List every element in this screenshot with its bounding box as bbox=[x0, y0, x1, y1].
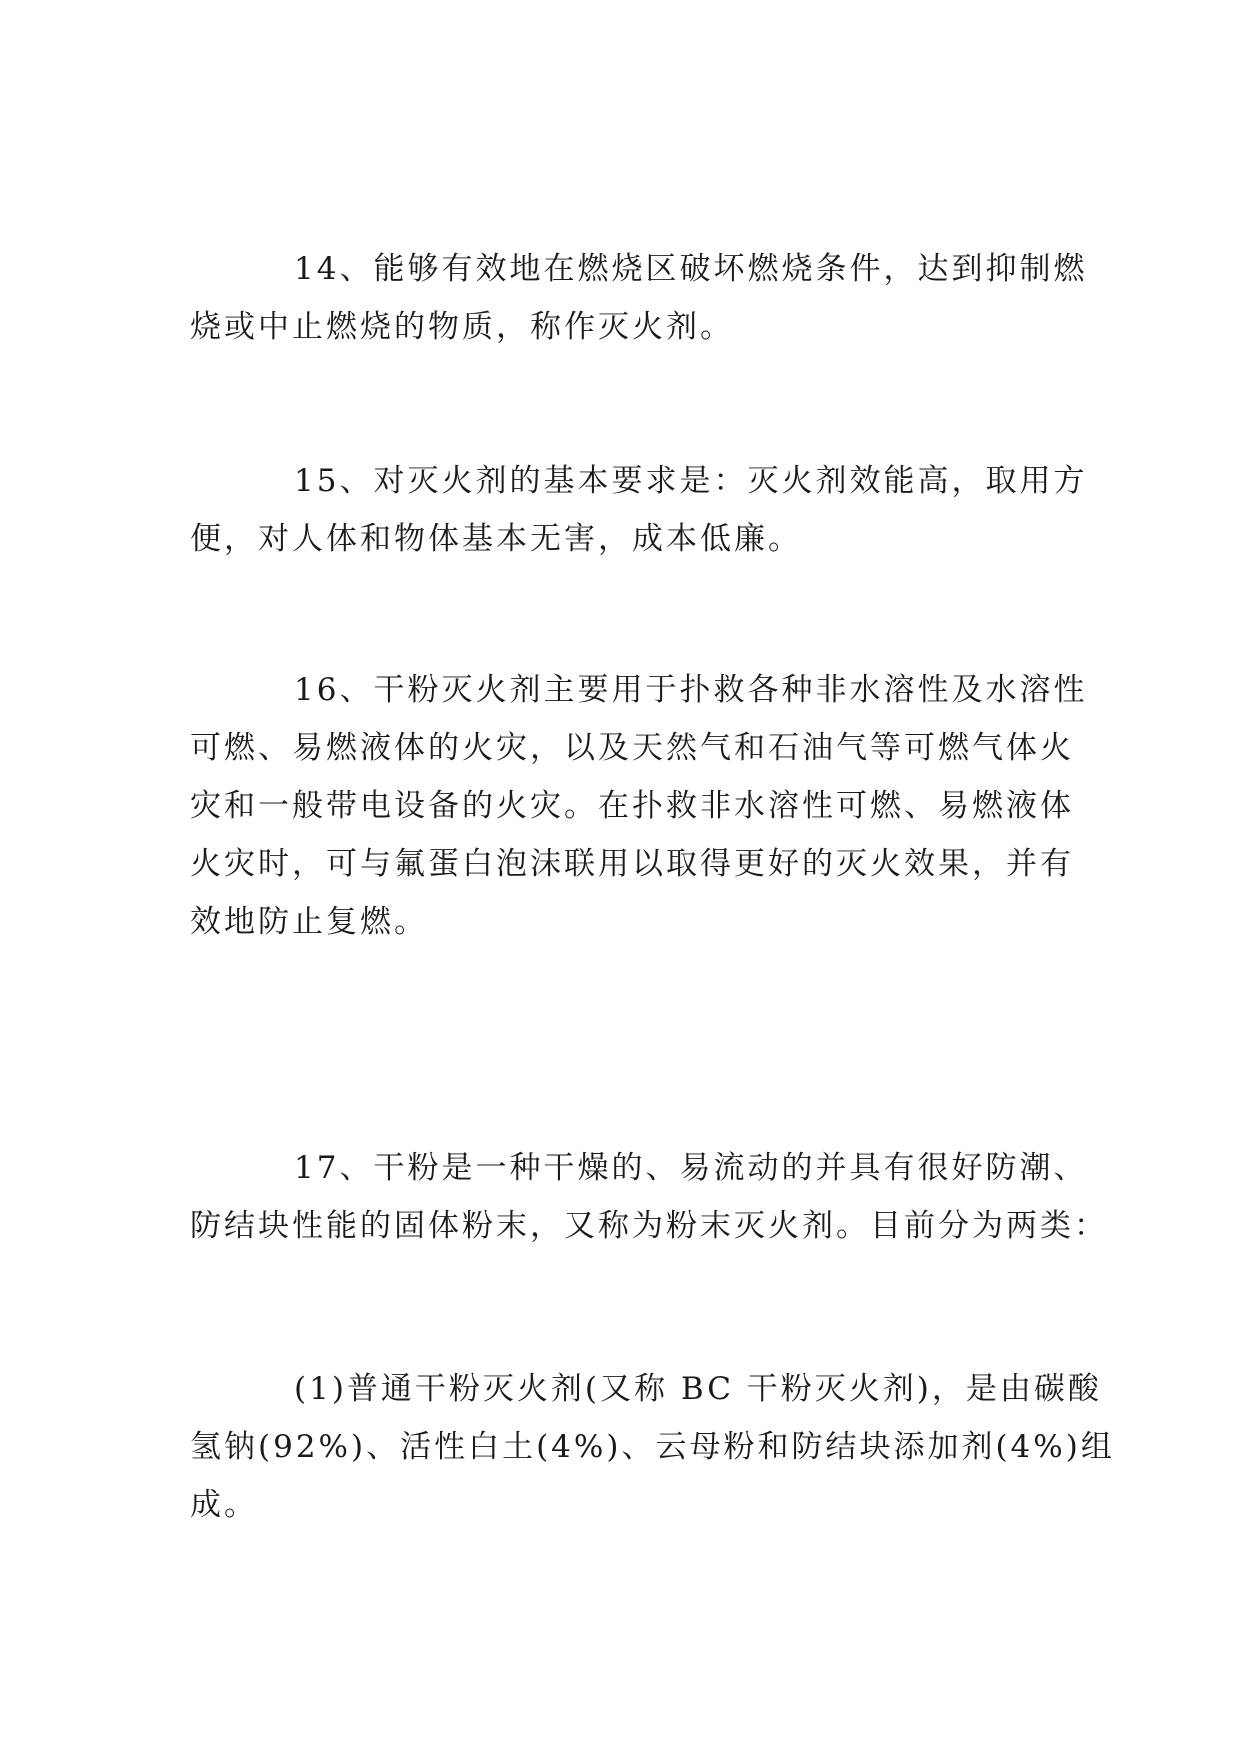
paragraph-line: 可燃、易燃液体的火灾，以及天然气和石油气等可燃气体火 bbox=[190, 730, 1074, 766]
paragraph-line: 防结块性能的固体粉末，又称为粉末灭火剂。目前分为两类： bbox=[190, 1208, 1108, 1244]
paragraph-17 bbox=[190, 1139, 1108, 1255]
paragraph-line: 成。 bbox=[190, 1487, 258, 1523]
paragraph-line: 17、干粉是一种干燥的、易流动的并具有很好防潮、 bbox=[294, 1150, 1088, 1186]
paragraph-line: 烧或中止燃烧的物质，称作灭火剂。 bbox=[190, 309, 734, 345]
paragraph-line: 效地防止复燃。 bbox=[190, 904, 428, 940]
paragraph-16 bbox=[190, 661, 1088, 951]
paragraph-line: (1)普通干粉灭火剂(又称 BC 干粉灭火剂)，是由碳酸 bbox=[294, 1371, 1102, 1407]
paragraph-line: 氢钠(92%)、活性白土(4%)、云母粉和防结块添加剂(4%)组 bbox=[190, 1429, 1115, 1465]
paragraph-line: 便，对人体和物体基本无害，成本低廉。 bbox=[190, 521, 802, 557]
paragraph-14 bbox=[190, 240, 1088, 356]
paragraph-item-1 bbox=[190, 1360, 1115, 1534]
paragraph-15 bbox=[190, 452, 1088, 568]
paragraph-line: 14、能够有效地在燃烧区破坏燃烧条件，达到抑制燃 bbox=[294, 251, 1088, 287]
paragraph-line: 火灾时，可与氟蛋白泡沫联用以取得更好的灭火效果，并有 bbox=[190, 846, 1074, 882]
paragraph-line: 灾和一般带电设备的火灾。在扑救非水溶性可燃、易燃液体 bbox=[190, 788, 1074, 824]
paragraph-line: 16、干粉灭火剂主要用于扑救各种非水溶性及水溶性 bbox=[294, 672, 1088, 708]
paragraph-line: 15、对灭火剂的基本要求是：灭火剂效能高，取用方 bbox=[294, 463, 1088, 499]
